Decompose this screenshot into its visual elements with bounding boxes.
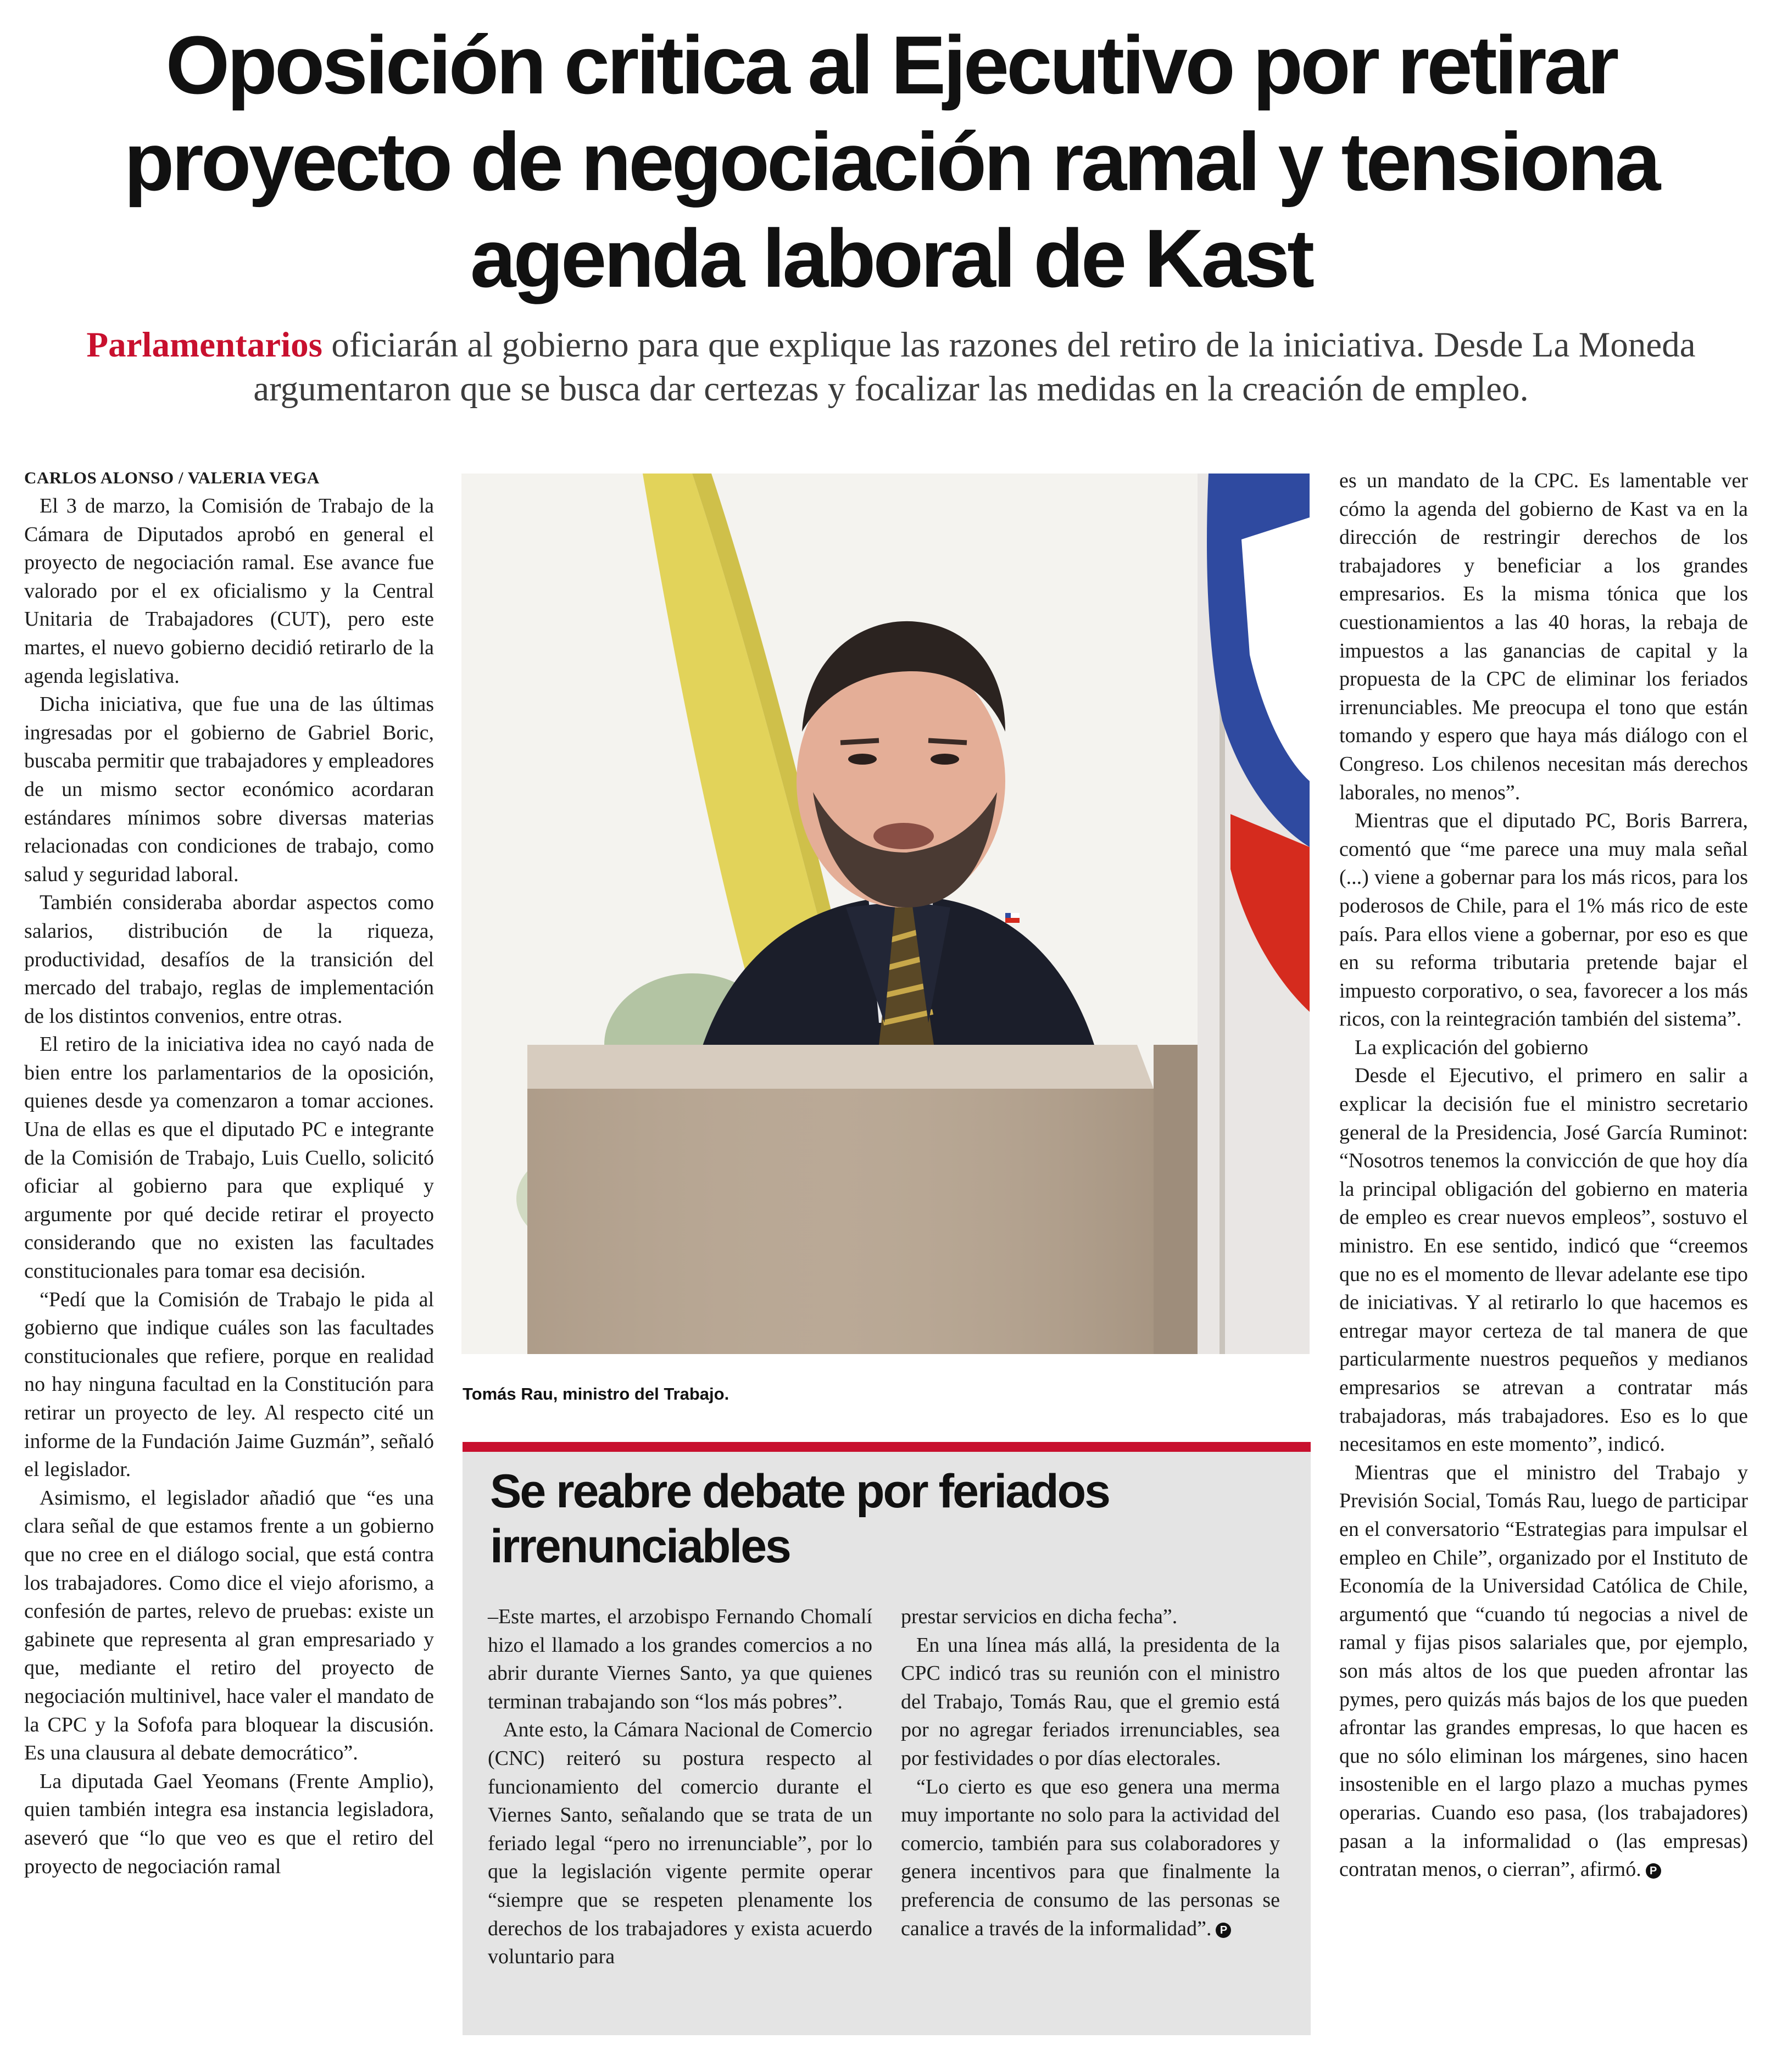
subheading: La explicación del gobierno [1355, 1035, 1589, 1059]
article-photo [461, 474, 1310, 1354]
sidebar-column-1 [488, 1603, 872, 1971]
paragraph: –Este martes, el arzobispo Fernando Chomalí hizo el llamado a los grandes comercios a no abrir durante Viernes Santo, ya que quienes terminan trabajando son “los más pobres”. [488, 1605, 872, 1713]
paragraph: Ante esto, la Cámara Nacional de Comercio (CNC) reiteró su postura respecto al funcionamiento del comercio durante el Viernes Santo, señalando que se trata de un feriado legal “pero no irrenunciable”, por lo que la legislación vigente permite operar “siempre que se respeten plenamente los derechos de los trabajadores y exista acuerdo voluntario para [488, 1718, 872, 1969]
sidebar-title: Se reabre debate por feriados irrenunciables [490, 1465, 1109, 1573]
sidebar-accent-rule [463, 1442, 1311, 1452]
article-column-1 [24, 467, 434, 1881]
paragraph: es un mandato de la CPC. Es lamentable ver cómo la agenda del gobierno de Kast va en la dirección de restringir derechos de los trabajadores y beneficiar a los grandes empresarios. Es la misma tónica que los cuestionamientos a las 40 horas, la rebaja de impuestos a las ganancias de capital y la propuesta de la CPC de eliminar los feriados irrenunciables. Me preocupa el tono que están tomando y espero que haya más diálogo con el Congreso. Los chilenos necesitan más derechos laborales, no menos”. [1339, 469, 1748, 804]
deck-text: oficiarán al gobierno para que explique las razones del retiro de la iniciativa. Desde La Moneda argumentaron que se busca dar certezas y focalizar las medidas en la creación de empleo. [253, 325, 1696, 409]
paragraph: Mientras que el ministro del Trabajo y Previsión Social, Tomás Rau, luego de participar en el conversatorio “Estrategias para impulsar el empleo en Chile”, organizado por el Instituto de Economía de la Universidad Católica de Chile, argumentó que “cuando tú negocias a nivel de ramal y fijas pisos salariales que, por ejemplo, son más altos de los que pueden afrontar las pymes, pero quizás más bajos de los que pueden afrontar las grandes empresas, lo que hacen es que no sólo eliminan los márgenes, sino hacen insostenible en el largo plazo a muchas pymes operarias. Cuando eso pasa, (los trabajadores) pasan a la informalidad o (las empresas) contratan menos, o cierran”, afirmó. [1339, 1461, 1748, 1881]
end-mark-icon: P [1216, 1923, 1231, 1938]
paragraph: El 3 de marzo, la Comisión de Trabajo de la Cámara de Diputados aprobó en general el proyecto de negociación ramal. Ese avance fue valorado por el ex oficialismo y la Central Unitaria de Trabajadores (CUT), pero este martes, el nuevo gobierno decidió retirarlo de la agenda legislativa. [24, 494, 434, 688]
paragraph: Asimismo, el legislador añadió que “es una clara señal de que estamos frente a un gobierno que no cree en el diálogo social, que está contra los trabajadores. Como dice el viejo aforismo, a confesión de partes, relevo de pruebas: existe un gabinete que representa al gran empresariado y que, mediante el retiro del proyecto de negociación multinivel, hace valer el mandato de la CPC y la Sofofa para bloquear la discusión. Es una clausura al debate democrático”. [24, 1486, 434, 1765]
paragraph: prestar servicios en dicha fecha”. [901, 1605, 1178, 1628]
paragraph: En una línea más allá, la presidenta de la CPC indicó tras su reunión con el ministro del Trabajo, Tomás Rau, que el gremio está por no agregar feriados irrenunciables, sea por festividades o por días electorales. [901, 1633, 1280, 1770]
paragraph: “Lo cierto es que eso genera una merma muy importante no solo para la actividad del comercio, también para sus colaboradores y genera incentivos para que finalmente la preferencia de consumo de las personas se canalice a través de la informalidad”. [901, 1775, 1280, 1940]
end-mark-icon: P [1646, 1863, 1661, 1879]
byline: CARLOS ALONSO / VALERIA VEGA [24, 468, 320, 487]
photo-caption: Tomás Rau, ministro del Trabajo. [463, 1384, 729, 1403]
deck [49, 323, 1733, 411]
headline: Oposición critica al Ejecutivo por retirar proyecto de negociación ramal y tensiona agenda laboral de Kast [124, 19, 1658, 304]
sidebar-column-2 [901, 1603, 1280, 1943]
paragraph: “Pedí que la Comisión de Trabajo le pida al gobierno que indique cuáles son las facultades constitucionales que refiere, porque en realidad no hay ninguna facultad en la Constitución para retirar un proyecto de ley. Al respecto cité un informe de la Fundación Jaime Guzmán”, señaló el legislador. [24, 1288, 434, 1481]
paragraph: La diputada Gael Yeomans (Frente Amplio), quien también integra esa instancia legisladora, aseveró que “lo que veo es que el retiro del proyecto de negociación ramal [24, 1769, 434, 1878]
paragraph: Dicha iniciativa, que fue una de las últimas ingresadas por el gobierno de Gabriel Boric, buscaba permitir que trabajadores y empleadores de un mismo sector económico acordaran estándares mínimos sobre diversas materias relacionadas con condiciones de trabajo, como salud y seguridad laboral. [24, 693, 434, 886]
paragraph: El retiro de la iniciativa idea no cayó nada de bien entre los parlamentarios de la oposición, quienes desde ya comenzaron a tomar acciones. Una de ellas es que el diputado PC e integrante de la Comisión de Trabajo, Luis Cuello, solicitó oficiar al gobierno para que expliqué y argumente por qué decide retirar el proyecto considerando que no existen las facultades constitucionales para tomar esa decisión. [24, 1033, 434, 1283]
deck-kicker: Parlamentarios [86, 325, 322, 365]
paragraph: También consideraba abordar aspectos como salarios, distribución de la riqueza, productividad, desafíos de la transición del mercado del trabajo, reglas de implementación de los distintos convenios, entre otras. [24, 891, 434, 1028]
paragraph: Mientras que el diputado PC, Boris Barrera, comentó que “me parece una muy mala señal (...) viene a gobernar para los más ricos, para los poderosos de Chile, para el 1% más rico de este país. Para ellos viene a gobernar, por eso es que en su reforma tributaria pretende bajar el impuesto corporativo, o sea, favorecer a los más ricos, con la reintegración también del sistema”. [1339, 809, 1748, 1031]
photo-illustration [461, 474, 1310, 1354]
article-column-4 [1339, 467, 1748, 1884]
paragraph: Desde el Ejecutivo, el primero en salir a explicar la decisión fue el ministro secretario general de la Presidencia, José García Ruminot: “Nosotros tenemos la convicción de que hoy día la principal obligación del gobierno en materia de empleo es crear nuevos empleos”, sostuvo el ministro. En ese sentido, indicó que “creemos que no es el momento de llevar adelante ese tipo de iniciativas. Y al retirarlo lo que hacemos es entregar mayor certeza de tal manera de que particularmente nuestros pequeños y medianos empresarios se atrevan a contratar más trabajadoras, más trabajadores. Eso es lo que necesitamos en este momento”, indicó. [1339, 1064, 1748, 1456]
